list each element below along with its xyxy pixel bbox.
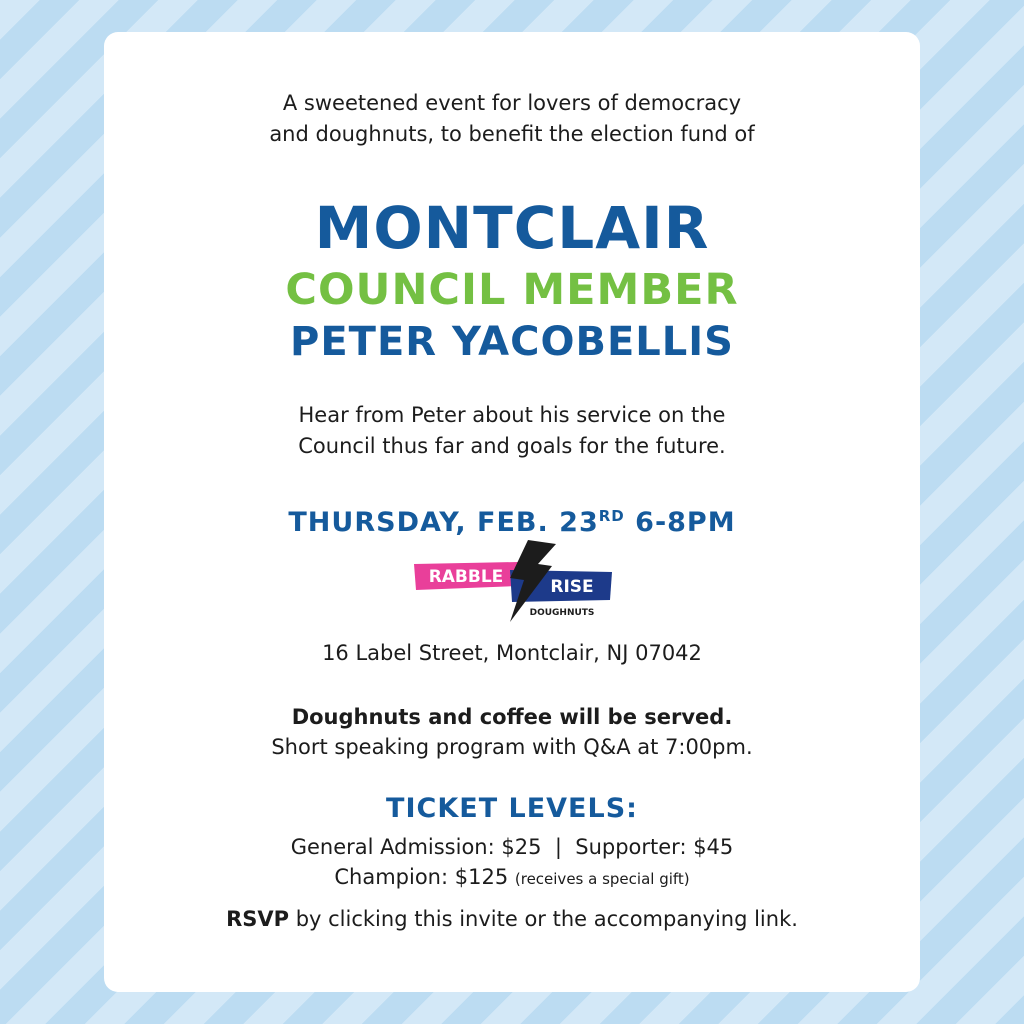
headline-council-member: COUNCIL MEMBER (285, 265, 739, 315)
description-line-2: Council thus far and goals for the future. (298, 434, 726, 458)
intro-line-1: A sweetened event for lovers of democracy (282, 91, 742, 115)
served-normal-line: Short speaking program with Q&A at 7:00pm. (271, 735, 753, 759)
event-address: 16 Label Street, Montclair, NJ 07042 (322, 641, 702, 665)
date-time: 6-8PM (635, 507, 736, 538)
logo-word-1: RABBLE (428, 567, 504, 587)
date-suffix: RD (598, 507, 625, 525)
served-info (104, 702, 920, 762)
rabble-rise-logo (410, 536, 616, 622)
intro-line-2: and doughnuts, to benefit the election fund of (269, 122, 755, 146)
ticket-separator: | (554, 835, 562, 859)
event-date (104, 498, 920, 541)
ticket-line-1 (104, 832, 920, 862)
description-line-1: Hear from Peter about his service on the (298, 403, 726, 427)
ticket-general: General Admission: $25 (290, 835, 542, 859)
rsvp-line[interactable] (104, 904, 920, 934)
ticket-levels-title: TICKET LEVELS: (386, 793, 638, 824)
ticket-levels (104, 832, 920, 894)
logo-word-2: RISE (550, 577, 594, 597)
served-bold-line: Doughnuts and coffee will be served. (291, 705, 733, 729)
event-description (104, 400, 920, 462)
rsvp-bold: RSVP (226, 907, 290, 931)
invite-card[interactable] (104, 32, 920, 992)
ticket-supporter: Supporter: $45 (575, 835, 734, 859)
headline-candidate-name: PETER YACOBELLIS (290, 319, 734, 365)
ticket-champion-note: (receives a special gift) (514, 870, 690, 888)
logo-tagline: DOUGHNUTS (529, 608, 595, 618)
ticket-champion: Champion: $125 (334, 865, 509, 889)
rsvp-text: by clicking this invite or the accompanying link. (289, 907, 798, 931)
intro-text (104, 88, 920, 150)
headline-montclair: MONTCLAIR (314, 194, 710, 262)
date-prefix: THURSDAY, FEB. 23 (288, 507, 599, 538)
ticket-line-2 (104, 862, 920, 894)
